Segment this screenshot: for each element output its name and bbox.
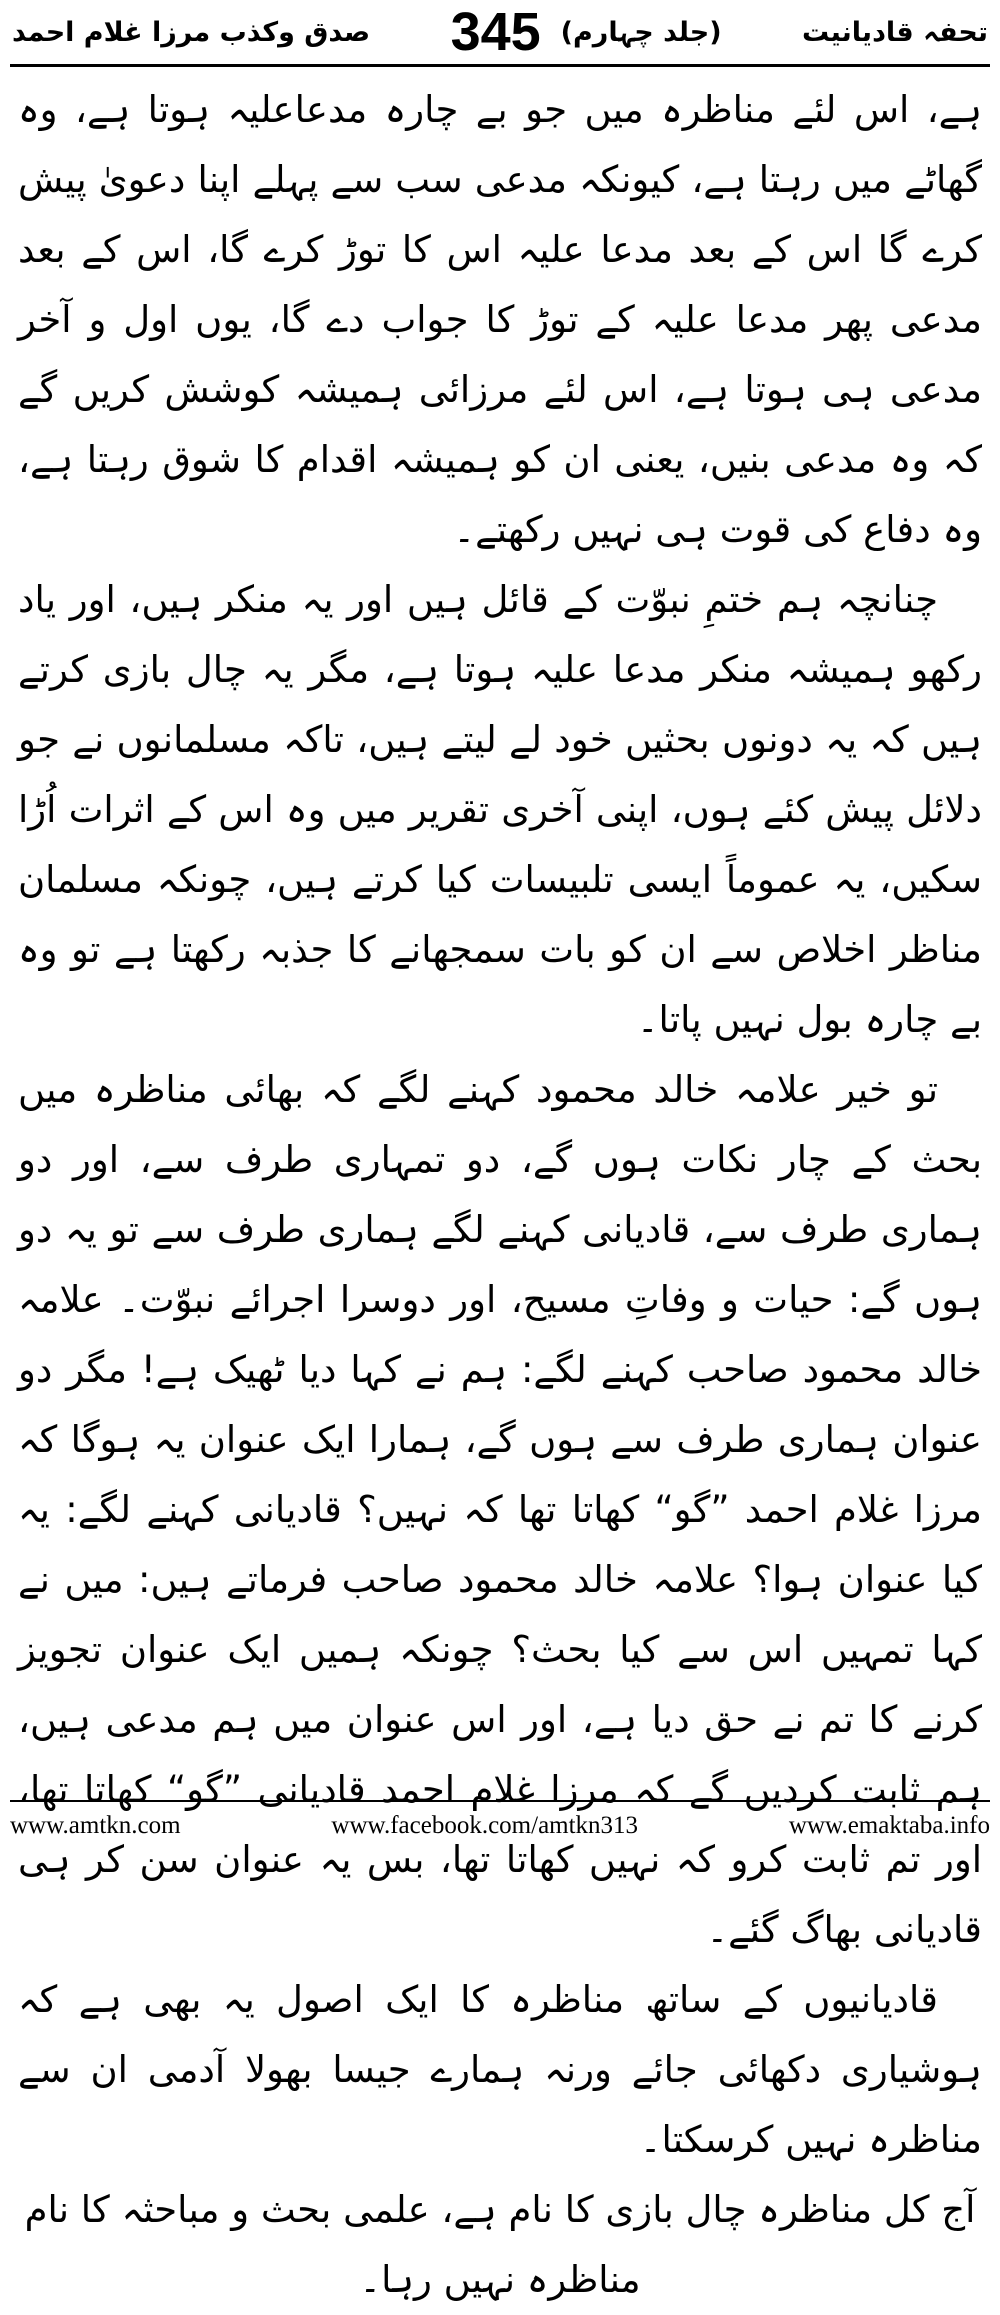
page-body [12,67,988,2315]
footer-link-amtkn[interactable]: www.amtkn.com [10,1812,181,1839]
paragraph: آج کل مناظرہ چال بازی کا نام ہے، علمی بحث و مباحثہ کا نام مناظرہ نہیں رہا۔ [24,2188,976,2301]
page-number: 345 [450,2,541,62]
paragraph: تو خیر علامہ خالد محمود کہنے لگے کہ بھائی مناظرہ میں بحث کے چار نکات ہوں گے، دو تمہاری طرف سے، اور دو ہماری طرف سے، قادیانی کہنے لگے ہماری طرف سے تو یہ دو ہوں گے: حیات و وفاتِ مسیح، اور دوسرا اجرائے نبوّت۔ علامہ خالد محمود صاحب کہنے لگے: ہم نے کہا دیا ٹھیک ہے! مگر دو عنوان ہماری طرف سے ہوں گے، ہمارا ایک عنوان یہ ہوگا کہ مرزا غلام احمد ”گو“ کھاتا تھا کہ نہیں؟ قادیانی کہنے لگے: یہ کیا عنوان ہوا؟ علامہ خالد محمود صاحب فرماتے ہیں: میں نے کہا تمہیں اس سے کیا بحث؟ چونکہ ہمیں ایک عنوان تجویز کرنے کا تم نے حق دیا ہے، اور اس عنوان میں ہم مدعی ہیں، ہم ثابت کردیں گے کہ مرزا غلام احمد قادیانی ”گو“ کھاتا تھا، اور تم ثابت کرو کہ نہیں کھاتا تھا، بس یہ عنوان سن کر ہی قادیانی بھاگ گئے۔ [18,1068,982,1951]
footer-link-emaktaba[interactable]: www.emaktaba.info [788,1812,990,1839]
chapter-title: صدق وکذب مرزا غلام احمد [12,16,371,48]
footer-divider [10,1800,990,1802]
paragraph: قادیانیوں کے ساتھ مناظرہ کا ایک اصول یہ بھی ہے کہ ہوشیاری دکھائی جائے ورنہ ہمارے جیسا بھولا آدمی ان سے مناظرہ نہیں کرسکتا۔ [18,1978,982,2161]
paragraph: ہے، اس لئے مناظرہ میں جو بے چارہ مدعاعلیہ ہوتا ہے، وہ گھاٹے میں رہتا ہے، کیونکہ مدعی سب سے پہلے اپنا دعویٰ پیش کرے گا اس کے بعد مدعا علیہ اس کا توڑ کرے گا، اس کے بعد مدعی پھر مدعا علیہ کے توڑ کا جواب دے گا، یوں اول و آخر مدعی ہی ہوتا ہے، اس لئے مرزائی ہمیشہ کوشش کریں گے کہ وہ مدعی بنیں، یعنی ان کو ہمیشہ اقدام کا شوق رہتا ہے، وہ دفاع کی قوت ہی نہیں رکھتے۔ [18,88,982,551]
footer-link-facebook[interactable]: www.facebook.com/amtkn313 [331,1812,639,1839]
paragraph: چنانچہ ہم ختمِ نبوّت کے قائل ہیں اور یہ منکر ہیں، اور یاد رکھو ہمیشہ منکر مدعا علیہ ہوتا ہے، مگر یہ چال بازی کرتے ہیں کہ یہ دونوں بحثیں خود لے لیتے ہیں، تاکہ مسلمانوں نے جو دلائل پیش کئے ہوں، اپنی آخری تقریر میں وہ اس کے اثرات اُڑا سکیں، یہ عموماً ایسی تلبیسات کیا کرتے ہیں، چونکہ مسلمان مناظر اخلاص سے ان کو بات سمجھانے کا جذبہ رکھتا ہے تو وہ بے چارہ بول نہیں پاتا۔ [18,578,982,1041]
book-title: تحفہ قادیانیت [802,16,988,48]
header-center [450,2,722,62]
volume-label: (جلد چہارم) [560,16,722,48]
page-footer [10,1806,990,1846]
page-header [12,0,988,64]
